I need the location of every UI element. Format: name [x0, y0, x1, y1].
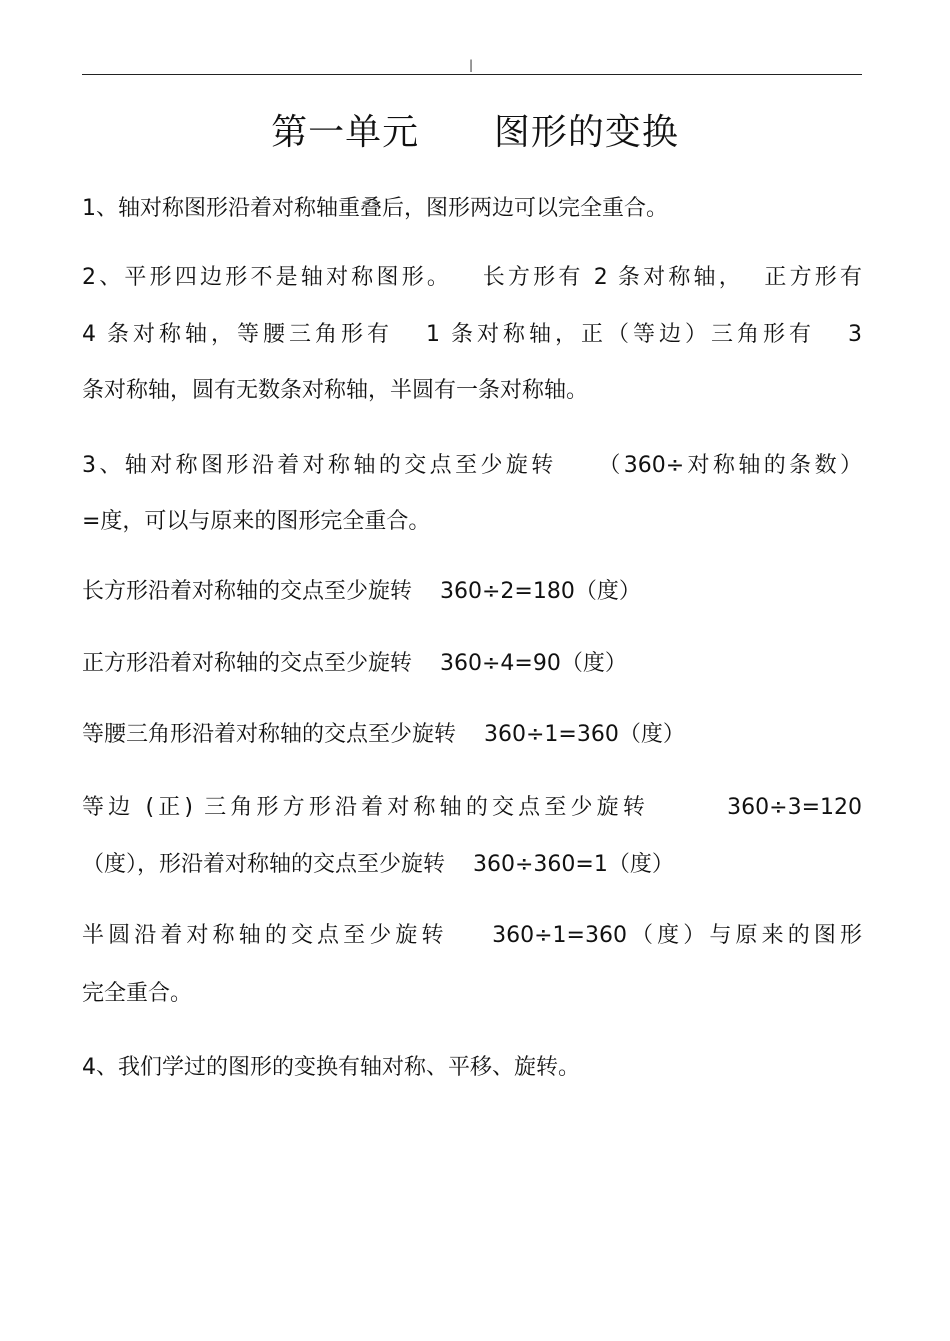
square-rotation-line: 正方形沿着对称轴的交点至少旋转 360÷4=90（度） [82, 651, 627, 676]
page-title: 第一单元 图形的变换 [271, 112, 679, 153]
isosceles-triangle-rotation-line: 等腰三角形沿着对称轴的交点至少旋转 360÷1=360（度） [82, 722, 685, 747]
rectangle-rotation-line: 长方形沿着对称轴的交点至少旋转 360÷2=180（度） [82, 579, 641, 604]
semicircle-rotation-line-1: 半圆沿着对称轴的交点至少旋转 360÷1=360（度）与原来的图形 [82, 923, 862, 948]
paragraph-4-line-1: 4、我们学过的图形的变换有轴对称、平移、旋转。 [82, 1055, 580, 1080]
equilateral-triangle-rotation-line-1: 等边 (正) 三角形方形沿着对称轴的交点至少旋转 360÷3=120 [82, 795, 862, 820]
paragraph-2-line-1: 2、平形四边形不是轴对称图形。 长方形有 2 条对称轴， 正方形有 [82, 265, 862, 290]
paragraph-1-line-1: 1、轴对称图形沿着对称轴重叠后，图形两边可以完全重合。 [82, 196, 668, 221]
header-divider [82, 74, 862, 75]
paragraph-3-line-1: 3、轴对称图形沿着对称轴的交点至少旋转 （360÷对称轴的条数） [82, 453, 862, 478]
paragraph-2-line-2: 4 条对称轴，等腰三角形有 1 条对称轴，正（等边）三角形有 3 [82, 322, 862, 347]
semicircle-rotation-line-2: 完全重合。 [82, 981, 193, 1006]
paragraph-3-line-2: =度，可以与原来的图形完全重合。 [82, 509, 431, 534]
header-mark: | [469, 58, 474, 72]
paragraph-2-line-3: 条对称轴，圆有无数条对称轴，半圆有一条对称轴。 [82, 378, 589, 403]
equilateral-triangle-rotation-line-2: （度），形沿着对称轴的交点至少旋转 360÷360=1（度） [82, 852, 674, 877]
